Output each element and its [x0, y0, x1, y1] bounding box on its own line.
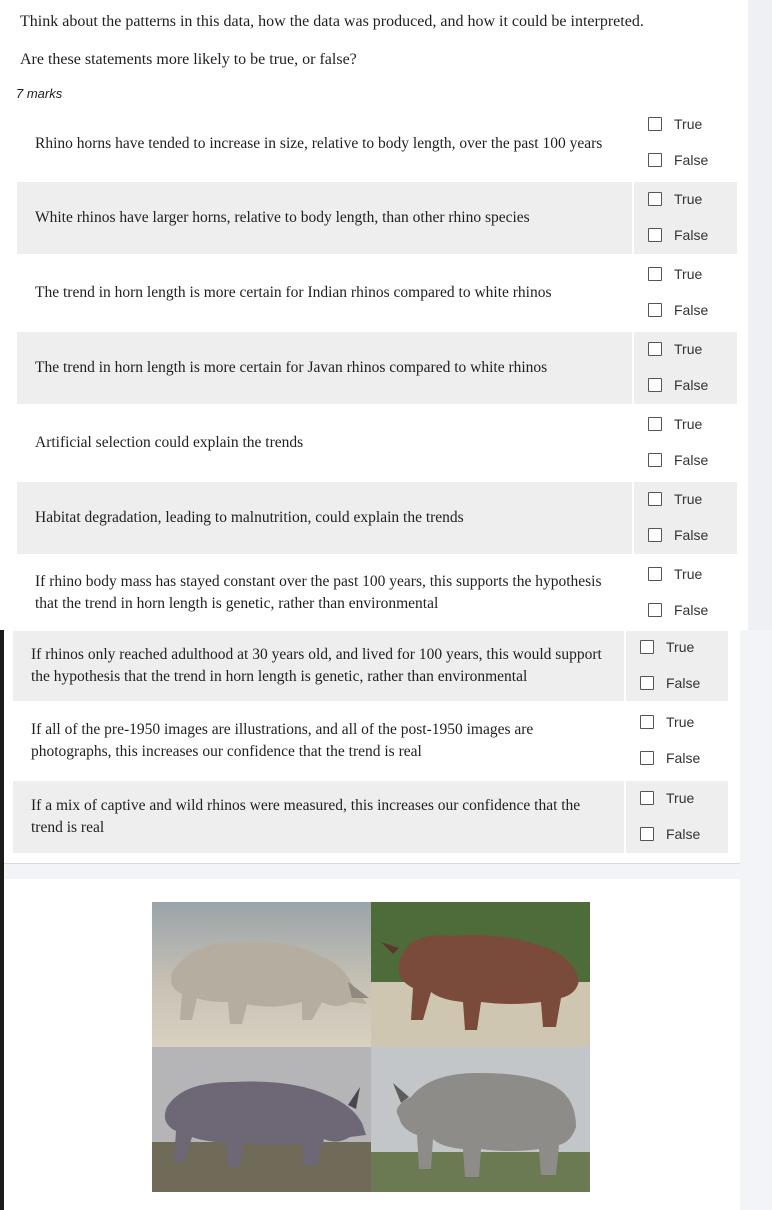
option-false[interactable]: False [648, 527, 708, 543]
checkbox-icon[interactable] [648, 378, 662, 392]
statement-row [17, 332, 737, 404]
checkbox-icon[interactable] [648, 528, 662, 542]
sumatran-rhino-photo [371, 902, 590, 1047]
answer-options [634, 557, 737, 629]
checkbox-icon[interactable] [648, 192, 662, 206]
statement-text: The trend in horn length is more certain for Javan rhinos compared to white rhinos [17, 332, 632, 404]
statement-row [17, 557, 737, 629]
checkbox-icon[interactable] [640, 791, 654, 805]
option-false[interactable]: False [648, 602, 708, 618]
checkbox-icon[interactable] [640, 827, 654, 841]
answer-options [634, 407, 737, 479]
white-rhino-photo [152, 902, 371, 1047]
statement-row [13, 631, 728, 701]
checkbox-icon[interactable] [648, 267, 662, 281]
statement-text: White rhinos have larger horns, relative to body length, than other rhino species [17, 182, 632, 254]
statement-row [17, 108, 737, 180]
checkbox-icon[interactable] [640, 676, 654, 690]
statement-text: If rhino body mass has stayed constant over the past 100 years, this supports the hypothesis that the trend in horn length is genetic, rather than environmental [35, 573, 602, 612]
checkbox-icon[interactable] [648, 303, 662, 317]
checkbox-icon[interactable] [640, 751, 654, 765]
statement-text: Rhino horns have tended to increase in size, relative to body length, over the past 100 years [35, 135, 603, 152]
intro-line-1: Think about the patterns in this data, how the data was produced, and how it could be interpreted. [20, 13, 644, 30]
option-true[interactable]: True [648, 566, 702, 582]
black-rhino-photo [152, 1047, 371, 1192]
statement-text: The trend in horn length is more certain for Indian rhinos compared to white rhinos [35, 284, 552, 301]
statement-row [13, 706, 728, 776]
checkbox-icon[interactable] [648, 342, 662, 356]
statement-text: If a mix of captive and wild rhinos were measured, this increases our confidence that the trend is real [13, 781, 624, 853]
checkbox-icon[interactable] [648, 567, 662, 581]
statement-row [17, 257, 737, 329]
answer-options [634, 108, 737, 180]
rhino-image-grid [152, 902, 590, 1192]
checkbox-icon[interactable] [648, 417, 662, 431]
statement-text: If all of the pre-1950 images are illustrations, and all of the post-1950 images are photographs, this increases our confidence that the trend is real [31, 721, 534, 760]
checkbox-icon[interactable] [648, 492, 662, 506]
option-false[interactable]: False [648, 227, 708, 243]
window-edge [748, 0, 772, 630]
marks-label: 7 marks [16, 86, 63, 101]
option-true[interactable]: True [640, 714, 694, 730]
statement-text: Artificial selection could explain the trends [35, 434, 304, 451]
checkbox-icon[interactable] [648, 603, 662, 617]
statement-row [17, 482, 737, 554]
option-false[interactable]: False [640, 750, 700, 766]
option-true[interactable]: True [640, 639, 694, 655]
option-false[interactable]: False [648, 302, 708, 318]
checkbox-icon[interactable] [648, 153, 662, 167]
answer-options [634, 257, 737, 329]
statement-row [17, 407, 737, 479]
checkbox-icon[interactable] [640, 715, 654, 729]
answer-options [634, 182, 737, 254]
option-false[interactable]: False [648, 152, 708, 168]
option-true[interactable]: True [648, 116, 702, 132]
checkbox-icon[interactable] [648, 453, 662, 467]
indian-rhino-photo [371, 1047, 590, 1192]
checkbox-icon[interactable] [640, 640, 654, 654]
checkbox-icon[interactable] [648, 117, 662, 131]
answer-options [634, 482, 737, 554]
option-true[interactable]: True [648, 341, 702, 357]
option-true[interactable]: True [648, 266, 702, 282]
option-true[interactable]: True [648, 416, 702, 432]
answer-options [626, 706, 728, 776]
option-true[interactable]: True [648, 491, 702, 507]
statement-text: Habitat degradation, leading to malnutrition, could explain the trends [17, 482, 632, 554]
answer-options [626, 781, 728, 853]
option-true[interactable]: True [640, 790, 694, 806]
statement-row [17, 182, 737, 254]
option-false[interactable]: False [648, 452, 708, 468]
intro-line-2: Are these statements more likely to be true, or false? [20, 51, 357, 68]
option-false[interactable]: False [648, 377, 708, 393]
statement-row [13, 781, 728, 853]
option-false[interactable]: False [640, 675, 700, 691]
statement-text: If rhinos only reached adulthood at 30 years old, and lived for 100 years, this would support the hypothesis that the trend in horn length is genetic, rather than environmental [13, 631, 624, 701]
option-true[interactable]: True [648, 191, 702, 207]
answer-options [634, 332, 737, 404]
option-false[interactable]: False [640, 826, 700, 842]
answer-options [626, 631, 728, 701]
checkbox-icon[interactable] [648, 228, 662, 242]
